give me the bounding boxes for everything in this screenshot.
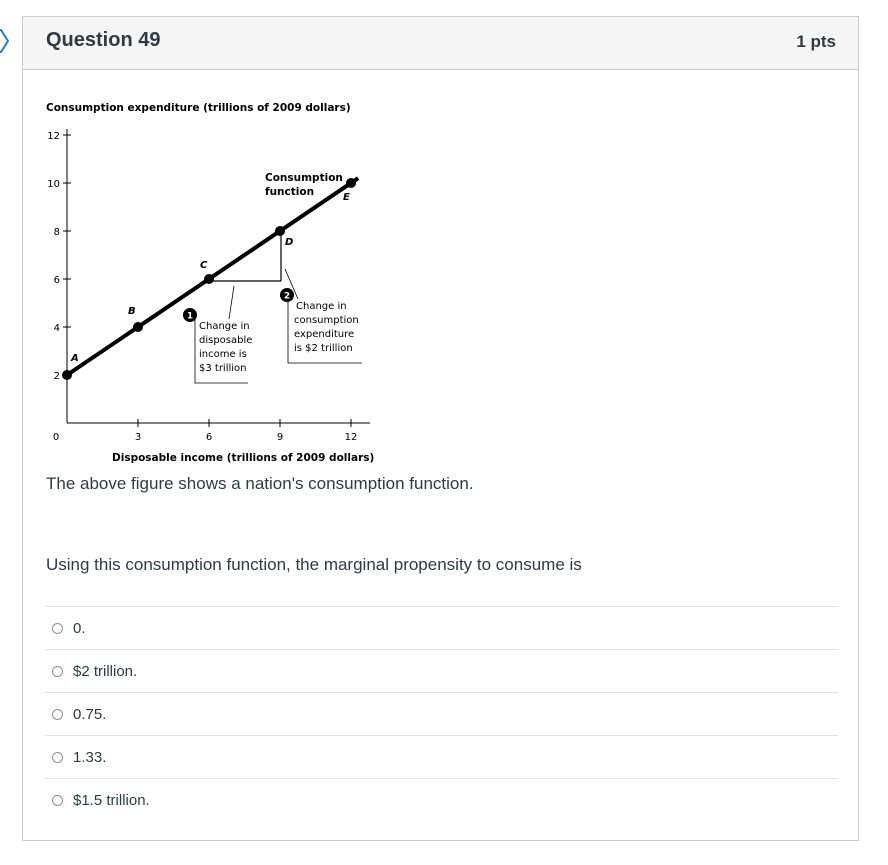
x-axis-label: Disposable income (trillions of 2009 dollars) [112, 452, 375, 464]
callout-1-line-1: Change in [199, 321, 250, 332]
answer-option-2[interactable] [45, 649, 838, 692]
y-tick-label: 2 [53, 371, 60, 382]
radio-button[interactable] [52, 709, 63, 720]
y-tick-label: 8 [53, 227, 60, 238]
point-b [133, 322, 143, 332]
radio-button[interactable] [52, 623, 63, 634]
answer-label: 1.33. [73, 748, 107, 766]
callout-1-leader [229, 286, 234, 319]
x-tick-label: 3 [134, 432, 142, 443]
answer-option-5[interactable] [45, 778, 838, 821]
answer-label: $2 trillion. [73, 662, 138, 680]
question-header [23, 17, 858, 70]
callout-1-line-2: disposable [199, 335, 253, 346]
answer-option-4[interactable] [45, 735, 838, 778]
x-tick-label: 0 [52, 432, 60, 443]
y-axis-label: Consumption expenditure (trillions of 2009 dollars) [46, 102, 351, 114]
x-tick-label: 6 [205, 432, 213, 443]
point-e [346, 178, 356, 188]
radio-button[interactable] [52, 666, 63, 677]
y-tick-label: 4 [53, 323, 60, 334]
x-tick-label: 12 [344, 432, 358, 443]
question-title: Question 49 [46, 29, 161, 51]
point-label-e: E [343, 192, 350, 203]
point-a [62, 370, 72, 380]
callout-2-line-3: expenditure [294, 329, 355, 340]
answer-label: $1.5 trillion. [73, 791, 150, 809]
radio-button[interactable] [52, 795, 63, 806]
answer-option-1[interactable] [45, 606, 838, 649]
x-tick-label: 9 [276, 432, 284, 443]
answer-list [45, 606, 838, 821]
point-label-b: B [128, 306, 136, 317]
callout-2-line-1: Change in [296, 301, 347, 312]
callout-2-line-2: consumption [294, 315, 359, 326]
point-label-d: D [285, 237, 294, 248]
callout-1-line-4: $3 trillion [199, 363, 247, 374]
point-label-c: C [200, 260, 208, 271]
callout-1-line-3: income is [199, 349, 247, 360]
series-label-line-2: function [265, 186, 315, 198]
question-flag-icon[interactable] [0, 28, 10, 54]
callout-2-marker-text: 2 [283, 291, 291, 302]
point-label-a: A [71, 353, 79, 364]
callout-1-marker-text: 1 [186, 311, 194, 322]
answer-label: 0.75. [73, 705, 107, 723]
point-c [204, 274, 214, 284]
question-text-prompt: Using this consumption function, the marginal propensity to consume is [46, 555, 582, 574]
consumption-function-chart [38, 97, 408, 467]
y-tick-label: 6 [53, 275, 60, 286]
y-tick-label: 10 [47, 179, 60, 190]
y-tick-label: 12 [47, 131, 60, 142]
question-text-figure: The above figure shows a nation's consumption function. [46, 474, 474, 493]
radio-button[interactable] [52, 752, 63, 763]
point-d [275, 226, 285, 236]
answer-option-3[interactable] [45, 692, 838, 735]
question-points: 1 pts [796, 32, 836, 51]
series-label-line-1: Consumption [265, 172, 343, 184]
answer-label: 0. [73, 619, 86, 637]
question-card [22, 16, 859, 841]
callout-2-line-4: is $2 trillion [294, 343, 353, 354]
